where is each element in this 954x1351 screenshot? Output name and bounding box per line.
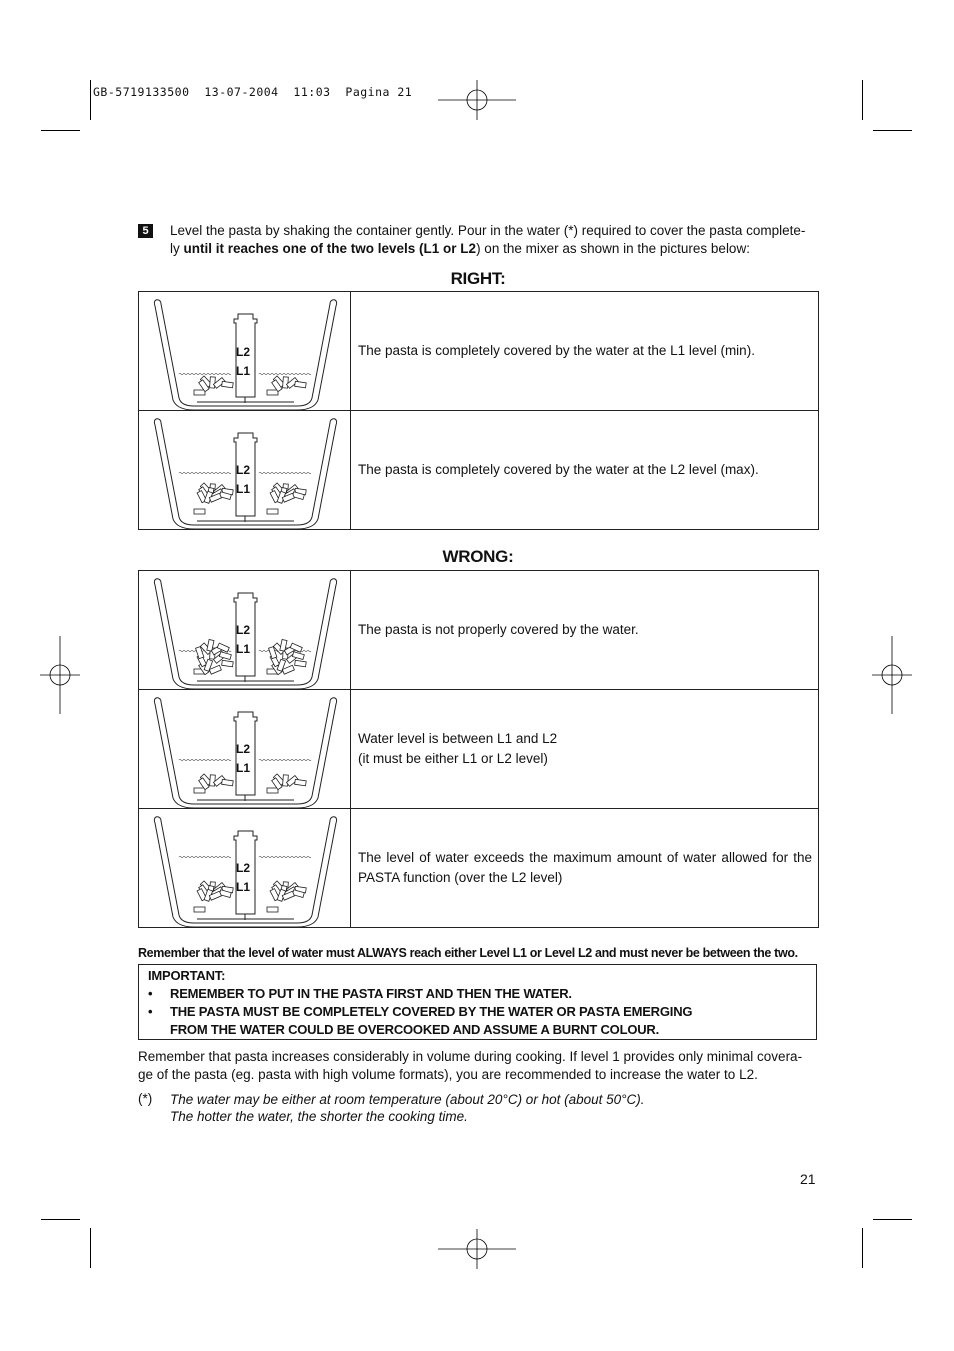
pot-label-l2: L2 xyxy=(236,742,251,756)
pot-label-l1: L1 xyxy=(236,880,251,894)
right-row-l2 xyxy=(139,411,819,530)
wrong-examples-table xyxy=(138,570,819,928)
registration-mark-bottom xyxy=(438,1229,516,1269)
step-number: 5 xyxy=(138,224,153,238)
pot-label-l1: L1 xyxy=(236,364,251,378)
wrong-row-uncovered xyxy=(139,571,819,690)
registration-mark-left xyxy=(40,636,80,714)
right-row-l1 xyxy=(139,292,819,411)
right-examples-table xyxy=(138,291,819,530)
pot-label-l2: L2 xyxy=(236,861,251,875)
wrong-heading: WRONG: xyxy=(442,547,514,566)
right-row-caption: The pasta is completely covered by the water at the L2 level (max). xyxy=(351,411,819,530)
pot-label-l2: L2 xyxy=(236,345,251,359)
pot-label-l1: L1 xyxy=(236,482,251,496)
water-level-reminder: Remember that the level of water must ALWAYS reach either Level L1 or Level L2 and must never be between the two. xyxy=(138,946,798,960)
print-slug: GB-5719133500 13-07-2004 11:03 Pagina 21 xyxy=(93,85,413,99)
important-title: IMPORTANT: xyxy=(148,968,226,983)
pot-label-l1: L1 xyxy=(236,642,251,656)
important-box: IMPORTANT: • REMEMBER TO PUT IN THE PASTA FIRST AND THEN THE WATER. • THE PASTA MUST BE COMPLETELY COVERED BY THE WATER OR PASTA EMERGING FROM THE WATER COULD BE OVERCOOKED AND ASSUME A BURNT COLOUR. xyxy=(138,964,817,1040)
registration-mark-right xyxy=(872,636,912,714)
pot-label-l2: L2 xyxy=(236,463,251,477)
registration-mark-top xyxy=(438,80,516,120)
wrong-row-between xyxy=(139,690,819,809)
wrong-row-caption: The level of water exceeds the maximum amount of water allowed for the PASTA function (over the L2 level) xyxy=(351,809,819,928)
pot-label-l1: L1 xyxy=(236,761,251,775)
wrong-row-caption: The pasta is not properly covered by the water. xyxy=(351,571,819,690)
footnote-mark: (*) xyxy=(138,1091,153,1106)
right-row-caption: The pasta is completely covered by the water at the L1 level (min). xyxy=(351,292,819,411)
page-number: 21 xyxy=(800,1171,816,1187)
wrong-row-overfull xyxy=(139,809,819,928)
volume-note: Remember that pasta increases considerably in volume during cooking. If level 1 provides only minimal covera- ge of the pasta (eg. pasta with high volume formats), you are recommended to increase the water to L2. xyxy=(138,1049,803,1082)
step-instructions: Level the pasta by shaking the container gently. Pour in the water (*) required to cover the pasta complete- ly until it reaches one of the two levels (L1 or L2) on the mixer as shown in the pictures below: xyxy=(170,223,806,256)
right-heading: RIGHT: xyxy=(450,269,506,288)
footnote-text: The water may be either at room temperature (about 20°C) or hot (about 50°C). The hotter the water, the shorter the cooking time. xyxy=(170,1092,645,1124)
wrong-row-caption: Water level is between L1 and L2 (it must be either L1 or L2 level) xyxy=(351,690,819,809)
pot-label-l2: L2 xyxy=(236,623,251,637)
